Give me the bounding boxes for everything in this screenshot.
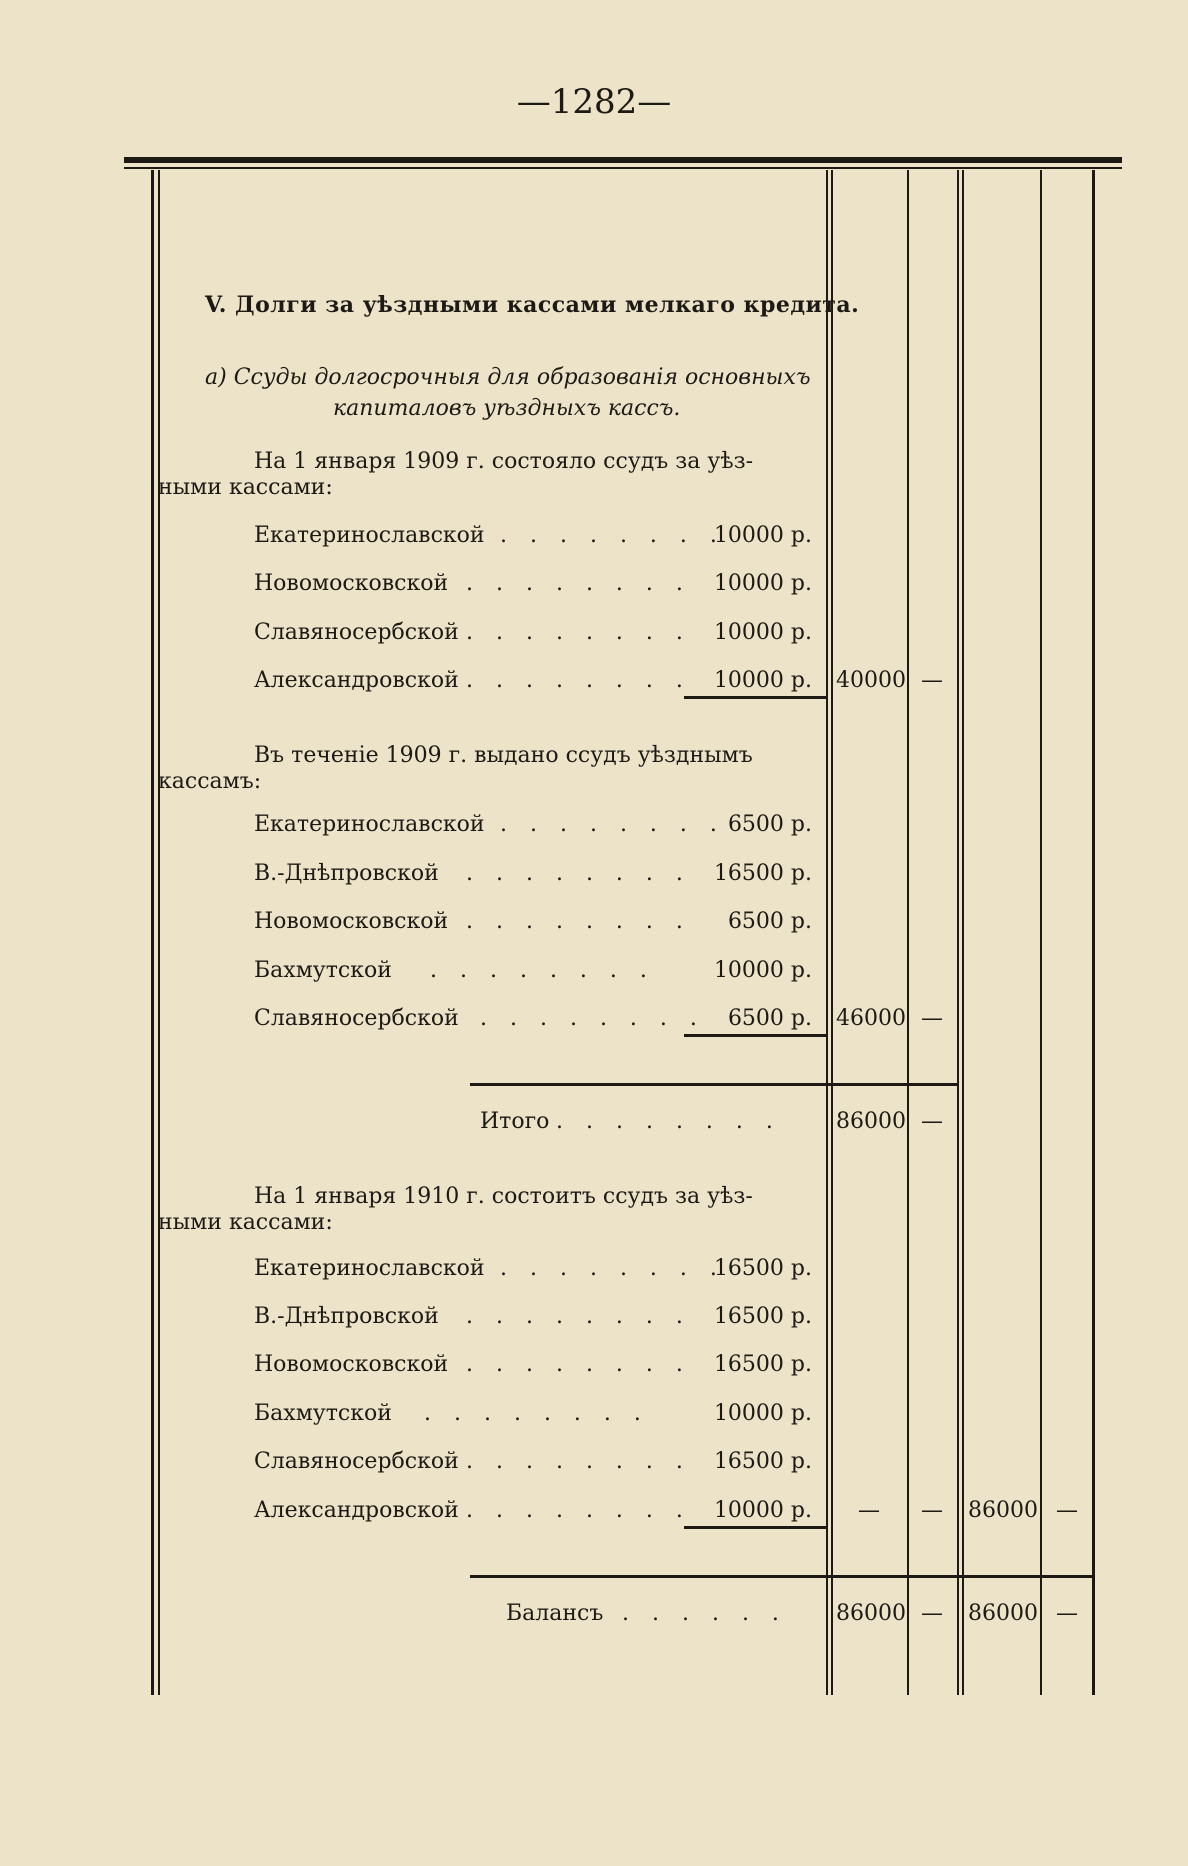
block3-credit-kop: —	[1056, 1498, 1078, 1523]
dot-leader: . . . . . . . .	[500, 1256, 725, 1281]
subtotal-rule	[684, 1034, 826, 1037]
itogo-rub: 86000	[836, 1109, 906, 1134]
block1-row-amount: 10000 р.	[713, 523, 812, 548]
block3-row-name: Екатеринославской	[254, 1256, 485, 1281]
balance-credit-rub: 86000	[968, 1601, 1038, 1626]
block1-total-rub: 40000	[836, 668, 906, 693]
block3-row-amount: 16500 р.	[713, 1256, 812, 1281]
left-border	[151, 170, 154, 1695]
block3-row-amount: 10000 р.	[713, 1498, 812, 1523]
block2-total-kop: —	[921, 1006, 943, 1031]
block1-row-amount: 10000 р.	[713, 620, 812, 645]
block3-row-amount: 10000 р.	[713, 1401, 812, 1426]
balance-debit-kop: —	[921, 1601, 943, 1626]
dot-leader: . . . . . . . .	[466, 668, 691, 693]
dot-leader: . . . . . . . .	[466, 1352, 691, 1377]
block3-row-name: Новомосковской	[254, 1352, 449, 1377]
dot-leader: . . . . . . . .	[466, 909, 691, 934]
balance-credit-kop: —	[1056, 1601, 1078, 1626]
dot-leader: . . . . . . . .	[424, 1401, 649, 1426]
column-divider-1	[826, 170, 828, 1695]
balance-debit-rub: 86000	[836, 1601, 906, 1626]
dot-leader: . . . . . . . .	[466, 1449, 691, 1474]
dot-leader: . . . . . . . .	[466, 861, 691, 886]
block3-row-name: Бахмутской	[254, 1401, 392, 1426]
dot-leader: . . . . . . . .	[500, 523, 725, 548]
block2-total-rub: 46000	[836, 1006, 906, 1031]
dot-leader: . . . . . . . .	[480, 1006, 705, 1031]
block2-row-amount: 16500 р.	[713, 861, 812, 886]
block2-row-name: Славяносербской	[254, 1006, 459, 1031]
block3-row-name: Александровской	[254, 1498, 459, 1523]
column-divider-3	[907, 170, 909, 1695]
column-divider-6	[1040, 170, 1042, 1695]
block2-row-name: В.-Днѣпровской	[254, 861, 439, 886]
left-border-inner	[158, 170, 160, 1695]
block1-intro-line1: На 1 января 1909 г. состояло ссудъ за уѣз-	[254, 449, 754, 474]
column-divider-2	[831, 170, 833, 1695]
block3-credit-rub: 86000	[968, 1498, 1038, 1523]
block3-row-amount: 16500 р.	[713, 1304, 812, 1329]
block2-row-amount: 6500 р.	[727, 1006, 812, 1031]
dot-leader: . . . . . . . .	[466, 571, 691, 596]
block1-row-name: Славяносербской	[254, 620, 459, 645]
itogo-rule	[470, 1083, 958, 1086]
block3-row-amount: 16500 р.	[713, 1352, 812, 1377]
block2-row-amount: 6500 р.	[727, 812, 812, 837]
block2-row-amount: 10000 р.	[713, 958, 812, 983]
block2-row-name: Екатеринославской	[254, 812, 485, 837]
balance-label: Балансъ	[506, 1601, 604, 1626]
dot-leader: . . . . . . . .	[430, 958, 655, 983]
block1-intro-line2: ными кассами:	[158, 475, 333, 500]
dot-leader: . . . . . . . .	[466, 1498, 691, 1523]
itogo-kop: —	[921, 1109, 943, 1134]
block2-row-name: Бахмутской	[254, 958, 392, 983]
top-rule	[124, 157, 1122, 163]
column-divider-5	[962, 170, 964, 1695]
page-number: —1282—	[516, 82, 672, 122]
block1-row-amount: 10000 р.	[713, 571, 812, 596]
block1-row-name: Екатеринославской	[254, 523, 485, 548]
section-title: V. Долги за уѣздными кассами мелкаго кредита.	[205, 292, 860, 318]
subtotal-rule	[684, 1526, 826, 1529]
block3-intro-line1: На 1 января 1910 г. состоитъ ссудъ за уѣз-	[254, 1184, 753, 1209]
dot-leader: . . . . . . . .	[466, 1304, 691, 1329]
dot-leader: . . . . . . . .	[500, 812, 725, 837]
block2-row-amount: 6500 р.	[727, 909, 812, 934]
section-subtitle-a: а) Ссуды долгосрочныя для образованія основныхъ	[205, 365, 811, 390]
right-border	[1092, 170, 1095, 1695]
block3-debit-rub: —	[858, 1498, 880, 1523]
block1-total-kop: —	[921, 668, 943, 693]
block3-row-amount: 16500 р.	[713, 1449, 812, 1474]
block1-row-amount: 10000 р.	[713, 668, 812, 693]
block2-intro-line1: Въ теченіе 1909 г. выдано ссудъ уѣзднымъ	[254, 743, 753, 768]
block3-debit-kop: —	[921, 1498, 943, 1523]
dot-leader: . . . . . .	[622, 1601, 787, 1626]
block1-row-name: Новомосковской	[254, 571, 449, 596]
block3-row-name: В.-Днѣпровской	[254, 1304, 439, 1329]
balance-rule	[470, 1575, 1094, 1578]
subtotal-rule	[684, 696, 826, 699]
block2-row-name: Новомосковской	[254, 909, 449, 934]
block3-row-name: Славяносербской	[254, 1449, 459, 1474]
block2-intro-line2: кассамъ:	[158, 769, 262, 794]
block3-intro-line2: ными кассами:	[158, 1210, 333, 1235]
column-divider-4	[957, 170, 959, 1695]
block1-row-name: Александровской	[254, 668, 459, 693]
section-subtitle-b: капиталовъ уѣздныхъ кассъ.	[333, 396, 681, 421]
dot-leader: . . . . . . . .	[556, 1109, 781, 1134]
dot-leader: . . . . . . . .	[466, 620, 691, 645]
top-rule-thin	[124, 167, 1122, 169]
itogo-label: Итого	[480, 1109, 550, 1134]
